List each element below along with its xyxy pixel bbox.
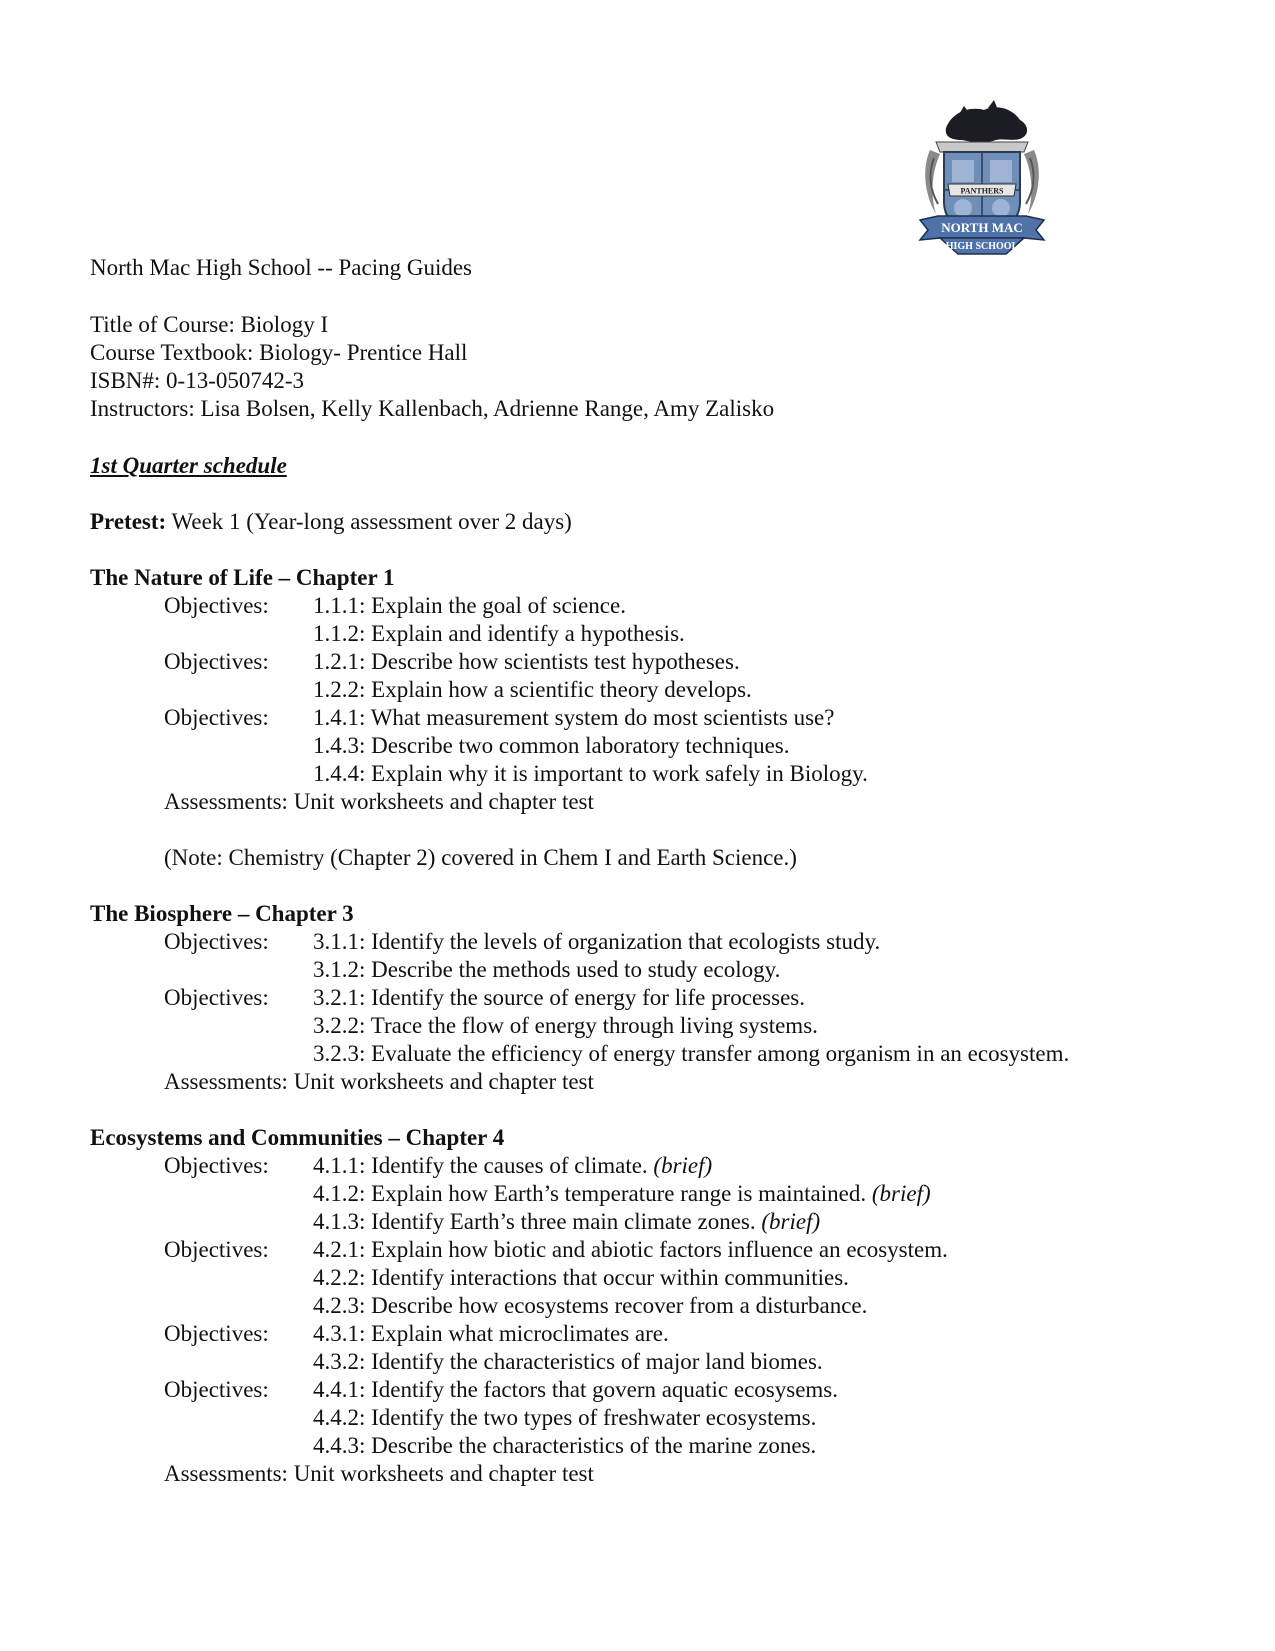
objective-item: 3.2.2: Trace the flow of energy through living systems. [313,1013,818,1038]
objective-item [313,1208,820,1236]
chapter-1-heading: The Nature of Life – Chapter 1 [90,565,395,590]
pretest-line [90,508,572,536]
objective-item: 1.2.1: Describe how scientists test hypotheses. [313,649,740,674]
brief-tag: (brief) [866,1181,931,1206]
objective-text: 4.1.1: Identify the causes of climate. [313,1153,648,1178]
assessments-line: Assessments: Unit worksheets and chapter test [164,1069,594,1094]
objective-item: 4.2.1: Explain how biotic and abiotic factors influence an ecosystem. [313,1237,948,1262]
objective-item: 4.4.1: Identify the factors that govern aquatic ecosysems. [313,1377,839,1402]
objectives-label: Objectives: [164,649,269,674]
objective-item: 3.1.1: Identify the levels of organization that ecologists study. [313,929,881,954]
quarter-heading: 1st Quarter schedule [90,453,287,478]
objectives-label: Objectives: [164,1377,269,1402]
objective-item: 4.3.2: Identify the characteristics of major land biomes. [313,1349,823,1374]
objective-item: 4.3.1: Explain what microclimates are. [313,1321,669,1346]
objective-item: 3.1.2: Describe the methods used to study ecology. [313,957,781,982]
objective-item: 4.2.2: Identify interactions that occur within communities. [313,1265,849,1290]
objective-item [313,1180,931,1208]
objective-item: 4.2.3: Describe how ecosystems recover from a disturbance. [313,1293,868,1318]
objectives-label: Objectives: [164,929,269,954]
assessments-line: Assessments: Unit worksheets and chapter test [164,789,594,814]
objective-item: 1.4.3: Describe two common laboratory techniques. [313,733,790,758]
course-textbook: Course Textbook: Biology- Prentice Hall [90,340,468,365]
instructors-line: Instructors: Lisa Bolsen, Kelly Kallenbach, Adrienne Range, Amy Zalisko [90,396,775,421]
objectives-label: Objectives: [164,985,269,1010]
chapter-4-heading: Ecosystems and Communities – Chapter 4 [90,1125,505,1150]
pretest-text: Week 1 (Year-long assessment over 2 days) [166,509,572,534]
school-title: North Mac High School -- Pacing Guides [90,255,472,280]
objectives-label: Objectives: [164,1321,269,1346]
objective-item: 1.1.2: Explain and identify a hypothesis. [313,621,685,646]
objective-item: 1.1.1: Explain the goal of science. [313,593,626,618]
chemistry-note: (Note: Chemistry (Chapter 2) covered in Chem I and Earth Science.) [164,845,797,870]
chapter-3-heading: The Biosphere – Chapter 3 [90,901,354,926]
objective-item: 1.4.4: Explain why it is important to work safely in Biology. [313,761,868,786]
brief-tag: (brief) [647,1153,713,1178]
crest-banner-line2: HIGH SCHOOL [945,241,1019,252]
objective-item: 1.4.1: What measurement system do most scientists use? [313,705,835,730]
objectives-label: Objectives: [164,1237,269,1262]
crest-mascot-text: PANTHERS [960,186,1004,196]
objectives-label: Objectives: [164,593,269,618]
course-title: Title of Course: Biology I [90,312,329,337]
objective-item: 1.2.2: Explain how a scientific theory develops. [313,677,752,702]
objective-item: 3.2.1: Identify the source of energy for life processes. [313,985,805,1010]
objective-item: 3.2.3: Evaluate the efficiency of energy transfer among organism in an ecosystem. [313,1041,1070,1066]
isbn-number: ISBN#: 0-13-050742-3 [90,368,305,393]
objective-item: 4.4.3: Describe the characteristics of the marine zones. [313,1433,817,1458]
objective-text: 4.1.2: Explain how Earth’s temperature range is maintained. [313,1181,867,1206]
crest-banner-line1: NORTH MAC [941,220,1023,235]
brief-tag: (brief) [755,1209,821,1234]
objectives-label: Objectives: [164,705,269,730]
panther-figure [946,107,1027,142]
objective-item [313,1152,712,1180]
objective-item: 4.4.2: Identify the two types of freshwater ecosystems. [313,1405,817,1430]
assessments-line: Assessments: Unit worksheets and chapter test [164,1461,594,1486]
pretest-label: Pretest: [90,509,167,534]
objective-text: 4.1.3: Identify Earth’s three main climate zones. [313,1209,756,1234]
school-crest-logo [918,98,1046,264]
objectives-label: Objectives: [164,1153,269,1178]
